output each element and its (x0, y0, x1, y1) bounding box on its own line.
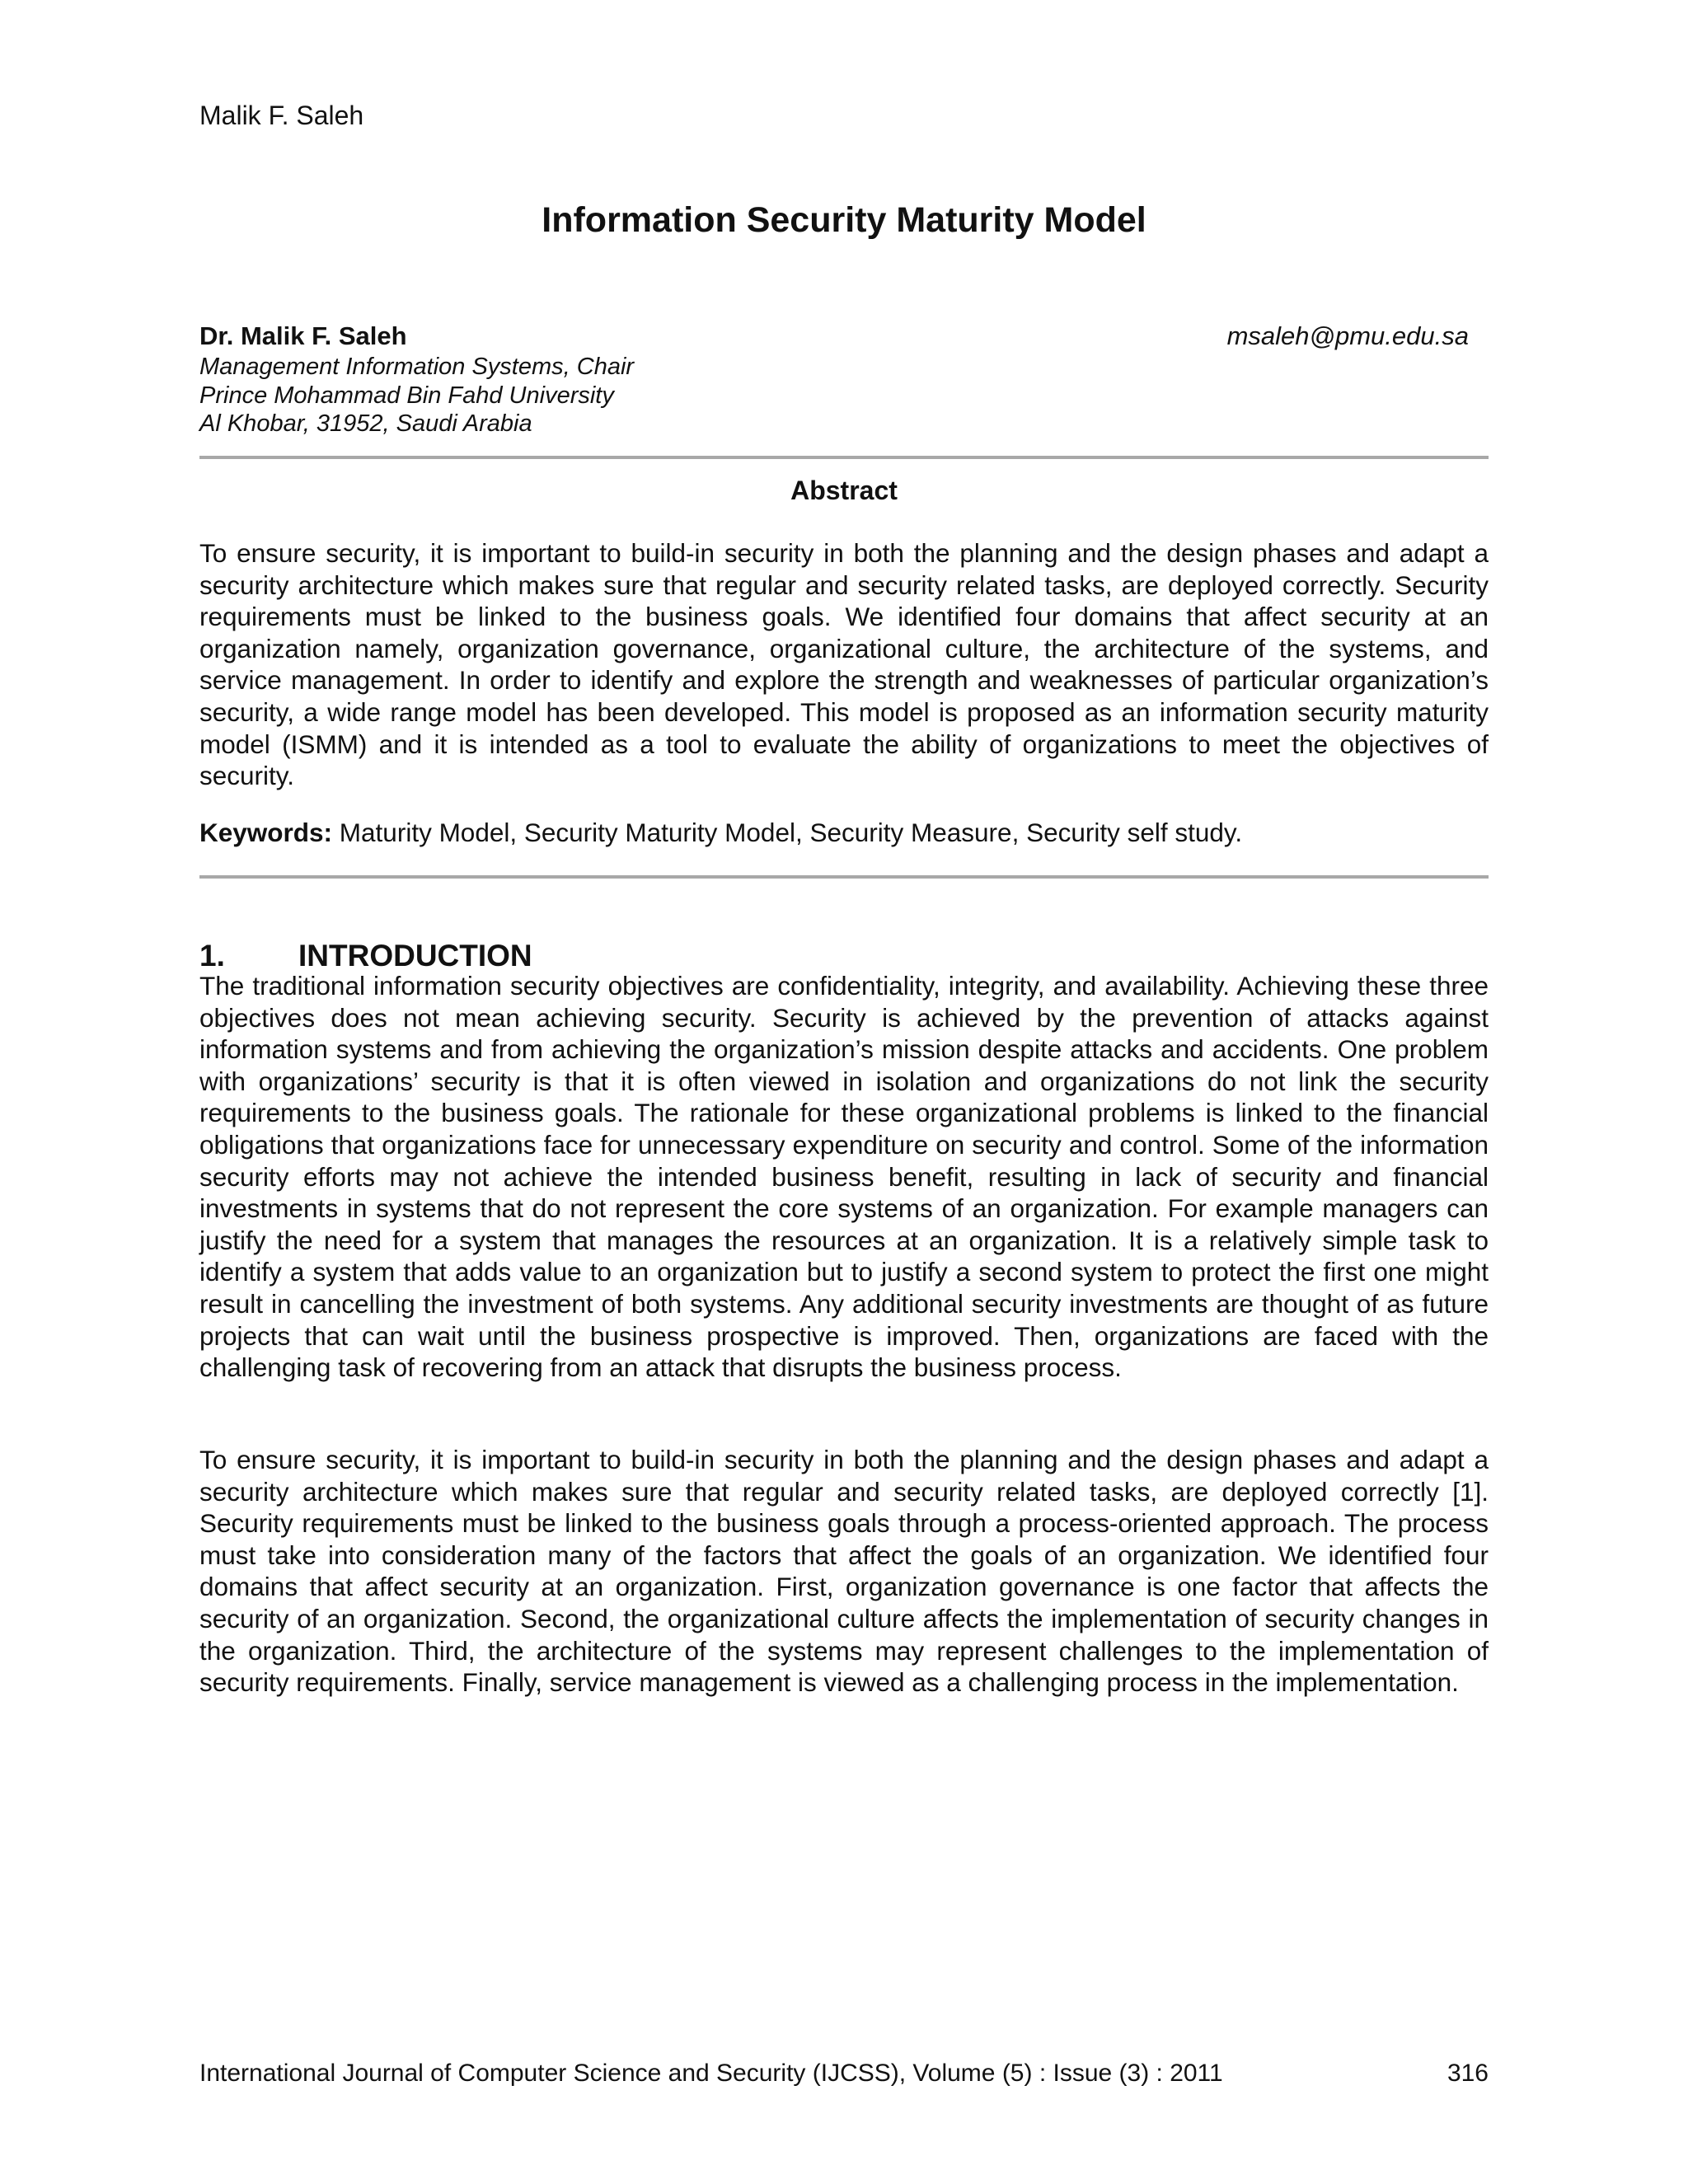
running-header-author: Malik F. Saleh (199, 101, 364, 130)
keywords-line (199, 817, 1489, 849)
abstract-text: To ensure security, it is important to build-in security in both the planning and the design phases and adapt a security architecture which makes sure that regular and security related tasks, are deployed correctly. Security requirements must be linked to the business goals. We identified four domains that affect security at an organization namely, organization governance, organizational culture, the architecture of the systems, and service management. In order to identify and explore the strength and weaknesses of particular organization’s security, a wide range model has been developed. This model is proposed as an information security maturity model (ISMM) and it is intended as a tool to evaluate the ability of organizations to meet the objectives of security. (199, 538, 1489, 791)
page-footer (199, 2058, 1489, 2089)
abstract-top-rule (199, 456, 1489, 459)
author-affiliation-department: Management Information Systems, Chair (199, 354, 635, 380)
keywords-list: Maturity Model, Security Maturity Model, Security Measure, Security self study. (332, 818, 1243, 847)
footer-page-number: 316 (1447, 2060, 1489, 2087)
abstract-bottom-rule (199, 875, 1489, 879)
author-block (199, 320, 1489, 438)
introduction-paragraph-1: The traditional information security objectives are confidentiality, integrity, and availability. Achieving these three objectives does not mean achieving security. Security is achieved by the prevention of attacks against information systems and from achieving the organization’s mission despite attacks and accidents. One problem with organizations’ security is that it is often viewed in isolation and organizations do not link the security requirements to the business goals. The rationale for these organizational problems is linked to the financial obligations that organizations face for unnecessary expenditure on security and control. Some of the information security efforts may not achieve the intended business benefit, resulting in lack of security and financial investments in systems that do not represent the core systems of an organization. For example managers can justify the need for a system that manages the resources at an organization. It is a relatively simple task to identify a system that adds value to an organization but to justify a second system to protect the first one might result in cancelling the investment of both systems. Any additional security investments are thought of as future projects that can wait until the business prospective is improved. Then, organizations are faced with the challenging task of recovering from an attack that disrupts the business process. (199, 971, 1489, 1383)
author-affiliation-university: Prince Mohammad Bin Fahd University (199, 382, 614, 409)
paper-title: Information Security Maturity Model (542, 200, 1146, 240)
author-affiliation-address: Al Khobar, 31952, Saudi Arabia (199, 410, 532, 437)
keywords-label: Keywords: (199, 818, 333, 847)
abstract-heading: Abstract (790, 476, 898, 505)
author-email[interactable]: msaleh@pmu.edu.sa (1226, 321, 1469, 350)
introduction-paragraph-2: To ensure security, it is important to build-in security in both the planning and the design phases and adapt a security architecture which makes sure that regular and security related tasks, are deployed correctly [1]. Security requirements must be linked to the business goals through a process-oriented approach. The process must take into consideration many of the factors that affect the goals of an organization. We identified four domains that affect security at an organization. First, organization governance is one factor that affects the security of an organization. Second, the organizational culture affects the implementation of security changes in the organization. Third, the architecture of the systems may represent challenges to the implementation of security requirements. Finally, service management is viewed as a challenging process in the implementation. (199, 1445, 1489, 1698)
section-title: INTRODUCTION (298, 939, 532, 972)
footer-journal-citation: International Journal of Computer Science and Security (IJCSS), Volume (5) : Issue (3) : 2011 (199, 2060, 1223, 2087)
section-heading-introduction (199, 938, 532, 974)
author-name: Dr. Malik F. Saleh (199, 321, 407, 350)
section-number: 1. (199, 939, 225, 972)
